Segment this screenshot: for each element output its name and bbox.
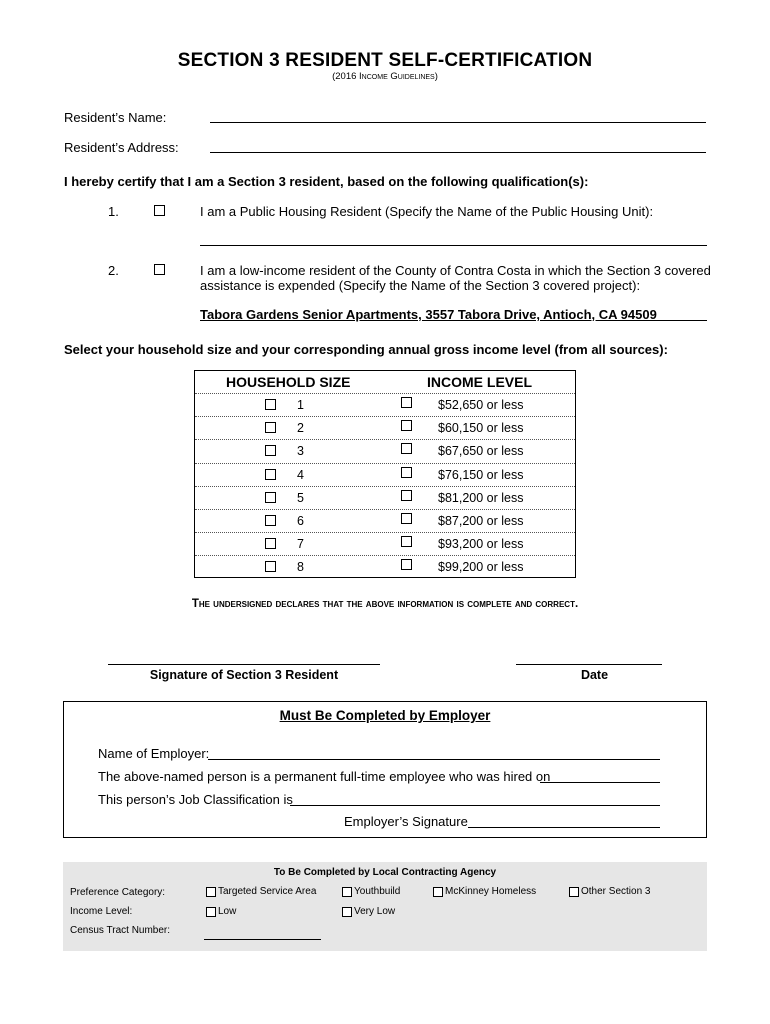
preference-category-label: Preference Category: bbox=[70, 887, 166, 898]
household-size-value: 8 bbox=[297, 560, 304, 575]
table-row bbox=[195, 416, 575, 440]
table-row bbox=[195, 486, 575, 510]
date-field[interactable] bbox=[516, 664, 662, 665]
hired-on-label: The above-named person is a permanent full-time employee who was hired on bbox=[98, 769, 551, 784]
income-level-value: $81,200 or less bbox=[438, 490, 524, 505]
low-income-checkbox[interactable] bbox=[206, 907, 216, 917]
income-level-value: $76,150 or less bbox=[438, 467, 524, 482]
table-row bbox=[195, 532, 575, 556]
page-title: SECTION 3 RESIDENT SELF-CERTIFICATION bbox=[177, 50, 593, 71]
mckinney-homeless-label: McKinney Homeless bbox=[445, 886, 537, 897]
income-level-value: $67,650 or less bbox=[438, 444, 524, 459]
household-size-value: 3 bbox=[297, 444, 304, 459]
income-level-value: $52,650 or less bbox=[438, 398, 524, 412]
targeted-service-area-checkbox[interactable] bbox=[206, 887, 216, 897]
household-size-checkbox[interactable] bbox=[265, 515, 276, 526]
low-income-option-label: Low bbox=[218, 906, 237, 917]
household-size-checkbox[interactable] bbox=[265, 469, 276, 480]
agency-heading: To Be Completed by Local Contracting Agency bbox=[273, 867, 497, 878]
hired-on-field[interactable] bbox=[540, 782, 660, 783]
table-row bbox=[195, 555, 575, 579]
very-low-income-checkbox[interactable] bbox=[342, 907, 352, 917]
income-level-value: $87,200 or less bbox=[438, 514, 524, 528]
targeted-service-area-label: Targeted Service Area bbox=[218, 886, 317, 897]
resident-signature-label: Signature of Section 3 Resident bbox=[149, 668, 339, 682]
income-level-checkbox[interactable] bbox=[401, 490, 412, 501]
household-size-value: 5 bbox=[297, 490, 304, 505]
income-level-value: $93,200 or less bbox=[438, 537, 524, 552]
job-classification-field[interactable] bbox=[290, 805, 660, 806]
table-row bbox=[195, 509, 575, 533]
household-size-checkbox[interactable] bbox=[265, 422, 276, 433]
income-level-checkbox[interactable] bbox=[401, 420, 412, 431]
covered-project-line bbox=[640, 320, 707, 321]
youthbuild-checkbox[interactable] bbox=[342, 887, 352, 897]
employer-name-label: Name of Employer: bbox=[98, 746, 210, 761]
household-size-checkbox[interactable] bbox=[265, 445, 276, 456]
household-size-value: 6 bbox=[297, 514, 304, 528]
other-section-3-checkbox[interactable] bbox=[569, 887, 579, 897]
employer-heading: Must Be Completed by Employer bbox=[279, 708, 491, 723]
qualification-1-number: 1. bbox=[108, 204, 119, 219]
qualification-1-checkbox[interactable] bbox=[154, 205, 165, 216]
household-size-checkbox[interactable] bbox=[265, 492, 276, 503]
resident-signature-field[interactable] bbox=[108, 664, 380, 665]
income-level-checkbox[interactable] bbox=[401, 513, 412, 524]
employer-signature-field[interactable] bbox=[468, 827, 660, 828]
agency-section bbox=[63, 862, 707, 951]
income-level-checkbox[interactable] bbox=[401, 443, 412, 454]
household-size-value: 4 bbox=[297, 467, 304, 482]
covered-project-name: Tabora Gardens Senior Apartments, 3557 Tabora Drive, Antioch, CA 94509 bbox=[200, 307, 657, 322]
household-size-checkbox[interactable] bbox=[265, 399, 276, 410]
household-size-value: 7 bbox=[297, 537, 304, 552]
income-level-label: Income Level: bbox=[70, 906, 133, 917]
household-prompt: Select your household size and your corresponding annual gross income level (from all sources): bbox=[64, 342, 668, 357]
household-size-value: 1 bbox=[297, 398, 304, 412]
employer-name-field[interactable] bbox=[208, 759, 660, 760]
qualification-2-text-line1: I am a low-income resident of the County of Contra Costa in which the Section 3 covered bbox=[200, 263, 711, 278]
public-housing-unit-field[interactable] bbox=[200, 245, 707, 246]
household-size-header: HOUSEHOLD SIZE bbox=[226, 374, 351, 390]
employer-section bbox=[63, 701, 707, 838]
resident-address-label: Resident’s Address: bbox=[64, 140, 179, 155]
household-size-value: 2 bbox=[297, 421, 304, 436]
qualification-2-checkbox[interactable] bbox=[154, 264, 165, 275]
page-subtitle: (2016 Income Guidelines) bbox=[332, 71, 438, 82]
mckinney-homeless-checkbox[interactable] bbox=[433, 887, 443, 897]
resident-address-field[interactable] bbox=[210, 152, 706, 153]
resident-name-label: Resident’s Name: bbox=[64, 110, 167, 125]
youthbuild-label: Youthbuild bbox=[354, 886, 401, 897]
income-level-checkbox[interactable] bbox=[401, 397, 412, 408]
date-label: Date bbox=[580, 668, 609, 682]
table-row bbox=[195, 393, 575, 417]
income-level-value: $60,150 or less bbox=[438, 421, 524, 436]
income-level-value: $99,200 or less bbox=[438, 560, 524, 575]
employer-signature-label: Employer’s Signature bbox=[344, 814, 468, 829]
census-tract-label: Census Tract Number: bbox=[70, 925, 171, 936]
job-classification-label: This person’s Job Classification is bbox=[98, 792, 293, 807]
census-tract-field[interactable] bbox=[204, 939, 321, 940]
very-low-income-option-label: Very Low bbox=[354, 906, 396, 917]
household-income-table bbox=[194, 370, 576, 578]
qualification-2-number: 2. bbox=[108, 263, 119, 278]
declaration: The undersigned declares that the above information is complete and correct. bbox=[191, 598, 579, 610]
household-size-checkbox[interactable] bbox=[265, 561, 276, 572]
certify-statement: I hereby certify that I am a Section 3 resident, based on the following qualification(s): bbox=[64, 174, 589, 189]
qualification-2-text-line2: assistance is expended (Specify the Name of the Section 3 covered project): bbox=[200, 278, 641, 293]
qualification-1-text: I am a Public Housing Resident (Specify the Name of the Public Housing Unit): bbox=[200, 204, 654, 219]
table-row bbox=[195, 463, 575, 487]
resident-name-field[interactable] bbox=[210, 122, 706, 123]
income-level-header: INCOME LEVEL bbox=[427, 374, 533, 390]
income-level-checkbox[interactable] bbox=[401, 559, 412, 570]
other-section-3-label: Other Section 3 bbox=[581, 886, 651, 897]
income-level-checkbox[interactable] bbox=[401, 467, 412, 478]
household-size-checkbox[interactable] bbox=[265, 538, 276, 549]
table-row bbox=[195, 439, 575, 463]
income-level-checkbox[interactable] bbox=[401, 536, 412, 547]
